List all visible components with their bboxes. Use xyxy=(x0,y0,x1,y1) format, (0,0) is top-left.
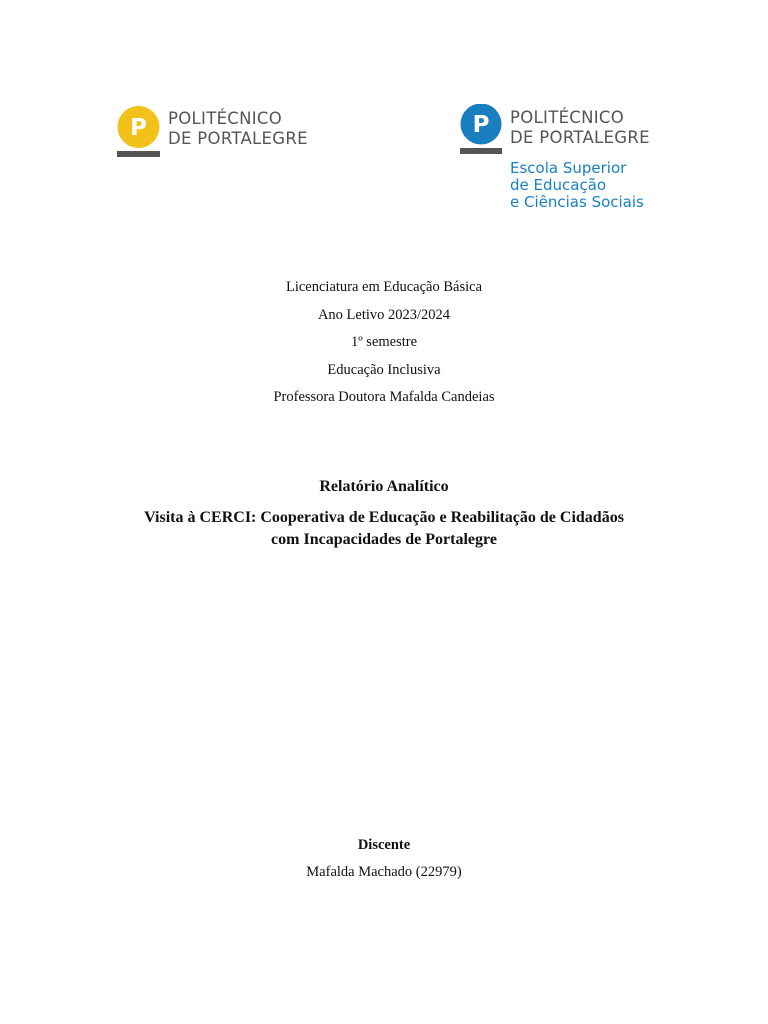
student-block xyxy=(0,836,768,881)
report-subtitle xyxy=(0,507,768,551)
school-name-line-2: de Educação xyxy=(510,176,607,194)
svg-text:P: P xyxy=(472,112,490,138)
p-badge-icon xyxy=(460,104,504,156)
semester: 1º semestre xyxy=(350,334,418,350)
logo-line-2: DE PORTALEGRE xyxy=(168,129,308,148)
p-badge-icon xyxy=(117,106,161,158)
logo-line-1: POLITÉCNICO xyxy=(510,108,625,127)
report-title: Relatório Analítico xyxy=(319,478,449,495)
report-subtitle-line-1: Visita à CERCI: Cooperativa de Educação e Reabilitação de Cidadãos xyxy=(144,509,624,526)
school-name-line-3: e Ciências Sociais xyxy=(510,193,644,211)
student-label: Discente xyxy=(357,837,411,853)
degree-name: Licenciatura em Educação Básica xyxy=(285,279,483,295)
logo-line-2: DE PORTALEGRE xyxy=(510,128,650,147)
academic-year: Ano Letivo 2023/2024 xyxy=(317,306,451,323)
logo-line-1: POLITÉCNICO xyxy=(168,109,283,128)
student-name: Mafalda Machado (22979) xyxy=(306,864,462,880)
school-name-line-1: Escola Superior xyxy=(510,159,627,177)
professor-name: Professora Doutora Mafalda Candeias xyxy=(273,389,495,405)
report-subtitle-line-2: com Incapacidades de Portalegre xyxy=(271,531,497,548)
subject-name: Educação Inclusiva xyxy=(327,361,441,378)
svg-text:P: P xyxy=(130,115,147,141)
course-info xyxy=(0,278,768,416)
